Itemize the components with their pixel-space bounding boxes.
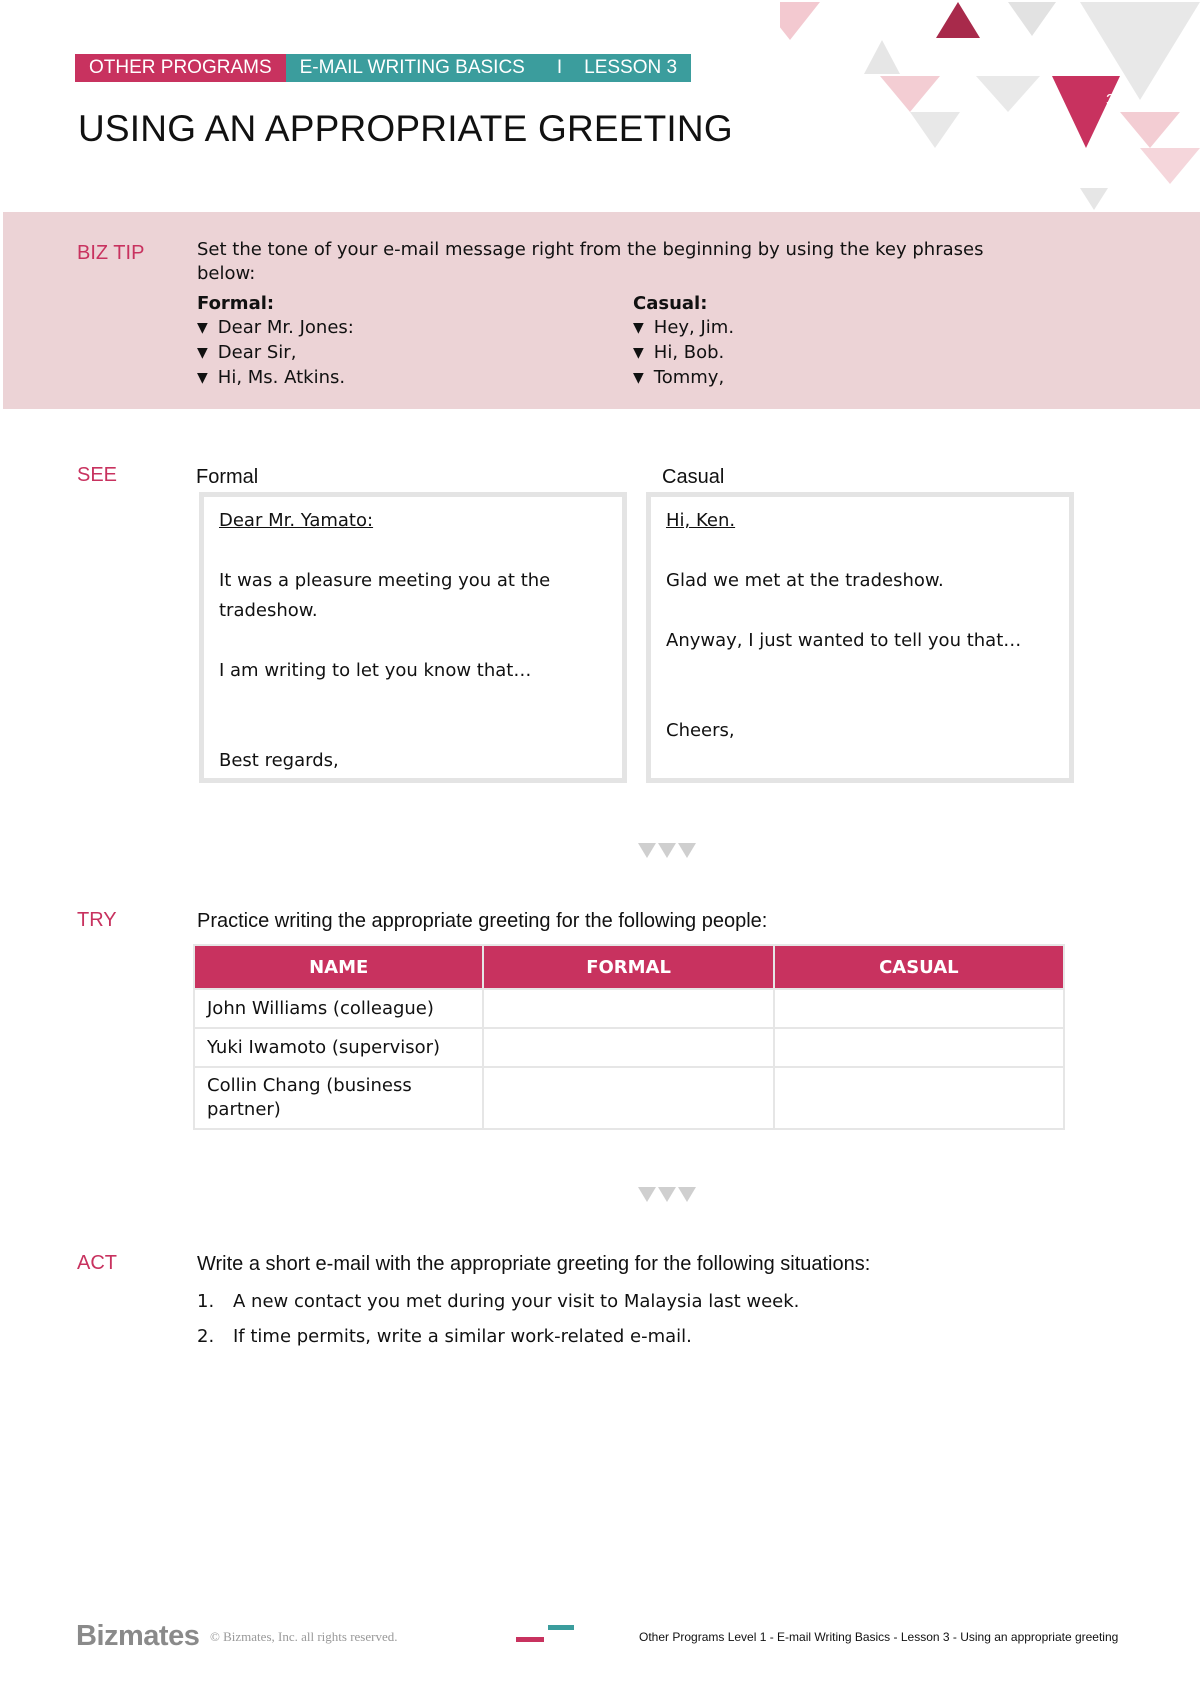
formal-phrases — [197, 292, 354, 391]
list-number: 2. — [197, 1326, 215, 1347]
email-closing: Cheers, — [666, 720, 735, 741]
triangle-decor — [880, 76, 940, 112]
lesson-name: LESSON 3 — [584, 57, 678, 78]
formal-answer-cell[interactable] — [483, 989, 773, 1028]
act-list — [197, 1284, 799, 1354]
triangle-decor — [1052, 76, 1120, 148]
formal-example-heading: Formal — [196, 466, 259, 488]
decorative-triangles — [780, 0, 1200, 220]
casual-phrase-item: ▼ Hi, Bob. — [633, 341, 734, 366]
formal-phrase-item: ▼ Hi, Ms. Atkins. — [197, 366, 354, 391]
triangle-decor — [1008, 2, 1056, 36]
casual-answer-cell[interactable] — [774, 1028, 1064, 1067]
header-separator: I — [556, 57, 563, 78]
course-lesson-label — [286, 54, 691, 82]
triangle-decor — [864, 40, 900, 74]
bizmates-logo: Bizmates — [76, 1620, 200, 1652]
divider-triangle-icon — [658, 843, 676, 858]
casual-answer-cell[interactable] — [774, 1067, 1064, 1129]
casual-example-heading: Casual — [662, 466, 725, 488]
formal-answer-cell[interactable] — [483, 1067, 773, 1129]
divider-triangle-icon — [658, 1187, 676, 1202]
table-row — [194, 1067, 1064, 1129]
email-greeting: Dear Mr. Yamato: — [219, 510, 374, 531]
email-body-line: tradeshow. — [219, 600, 318, 621]
email-body-line: I am writing to let you know that… — [219, 660, 532, 681]
email-body-line: Anyway, I just wanted to tell you that… — [666, 630, 1022, 651]
footer-course-info: Other Programs Level 1 - E-mail Writing Basics - Lesson 3 - Using an appropriate greeting — [639, 1630, 1119, 1644]
footer-dash-icon — [516, 1623, 576, 1643]
act-label: ACT — [77, 1252, 117, 1274]
program-label: OTHER PROGRAMS — [75, 54, 286, 82]
divider-triangle-icon — [678, 843, 696, 858]
practice-table — [193, 944, 1065, 1130]
divider-triangle-icon — [638, 1187, 656, 1202]
name-cell: Yuki Iwamoto (supervisor) — [194, 1028, 483, 1067]
divider-triangle-icon — [638, 843, 656, 858]
act-instruction: Write a short e-mail with the appropriate greeting for the following situations: — [197, 1253, 871, 1275]
triangle-decor — [910, 112, 960, 148]
email-body-line: Glad we met at the tradeshow. — [666, 570, 944, 591]
list-item — [197, 1284, 799, 1319]
formal-phrase-item: ▼ Dear Sir, — [197, 341, 354, 366]
copyright-text: © Bizmates, Inc. all rights reserved. — [210, 1629, 398, 1644]
list-item — [197, 1319, 799, 1354]
formal-phrase-item: ▼ Dear Mr. Jones: — [197, 316, 354, 341]
course-header — [75, 54, 691, 82]
table-row — [194, 1028, 1064, 1067]
divider-triangle-icon — [678, 1187, 696, 1202]
formal-email-example — [199, 492, 627, 783]
column-header: CASUAL — [774, 945, 1064, 989]
casual-answer-cell[interactable] — [774, 989, 1064, 1028]
section-divider — [638, 1187, 696, 1202]
see-label: SEE — [77, 464, 118, 486]
triangle-decor — [1140, 148, 1200, 184]
name-cell: Collin Chang (business partner) — [194, 1067, 483, 1129]
list-text: If time permits, write a similar work-related e-mail. — [233, 1326, 692, 1347]
column-header: NAME — [194, 945, 483, 989]
table-header-row — [194, 945, 1064, 989]
page-title: USING AN APPROPRIATE GREETING — [78, 108, 733, 149]
biz-tip-intro: Set the tone of your e-mail message right from the beginning by using the key phrases below: — [197, 239, 984, 284]
try-instruction: Practice writing the appropriate greeting for the following people: — [197, 910, 768, 932]
casual-phrases — [633, 292, 734, 391]
formal-answer-cell[interactable] — [483, 1028, 773, 1067]
try-label: TRY — [77, 909, 117, 931]
triangle-decor — [1120, 112, 1180, 148]
email-greeting: Hi, Ken. — [666, 510, 736, 531]
name-cell: John Williams (colleague) — [194, 989, 483, 1028]
course-name: E-MAIL WRITING BASICS — [299, 57, 525, 78]
triangle-decor — [780, 2, 820, 40]
email-body-line: It was a pleasure meeting you at the — [219, 570, 551, 591]
section-divider — [638, 843, 696, 858]
casual-phrases-heading: Casual: — [633, 293, 708, 314]
column-header: FORMAL — [483, 945, 773, 989]
table-row — [194, 989, 1064, 1028]
casual-phrase-item: ▼ Tommy, — [633, 366, 734, 391]
formal-phrases-heading: Formal: — [197, 293, 275, 314]
casual-phrase-item: ▼ Hey, Jim. — [633, 316, 734, 341]
biz-tip-label: BIZ TIP — [77, 242, 145, 264]
list-text: A new contact you met during your visit to Malaysia last week. — [233, 1291, 800, 1312]
triangle-decor — [1080, 188, 1108, 210]
triangle-decor — [976, 76, 1040, 112]
list-number: 1. — [197, 1291, 215, 1312]
page-number: 3 — [1106, 92, 1115, 109]
casual-email-example — [646, 492, 1074, 783]
triangle-decor — [936, 2, 980, 38]
email-closing: Best regards, — [219, 750, 339, 771]
